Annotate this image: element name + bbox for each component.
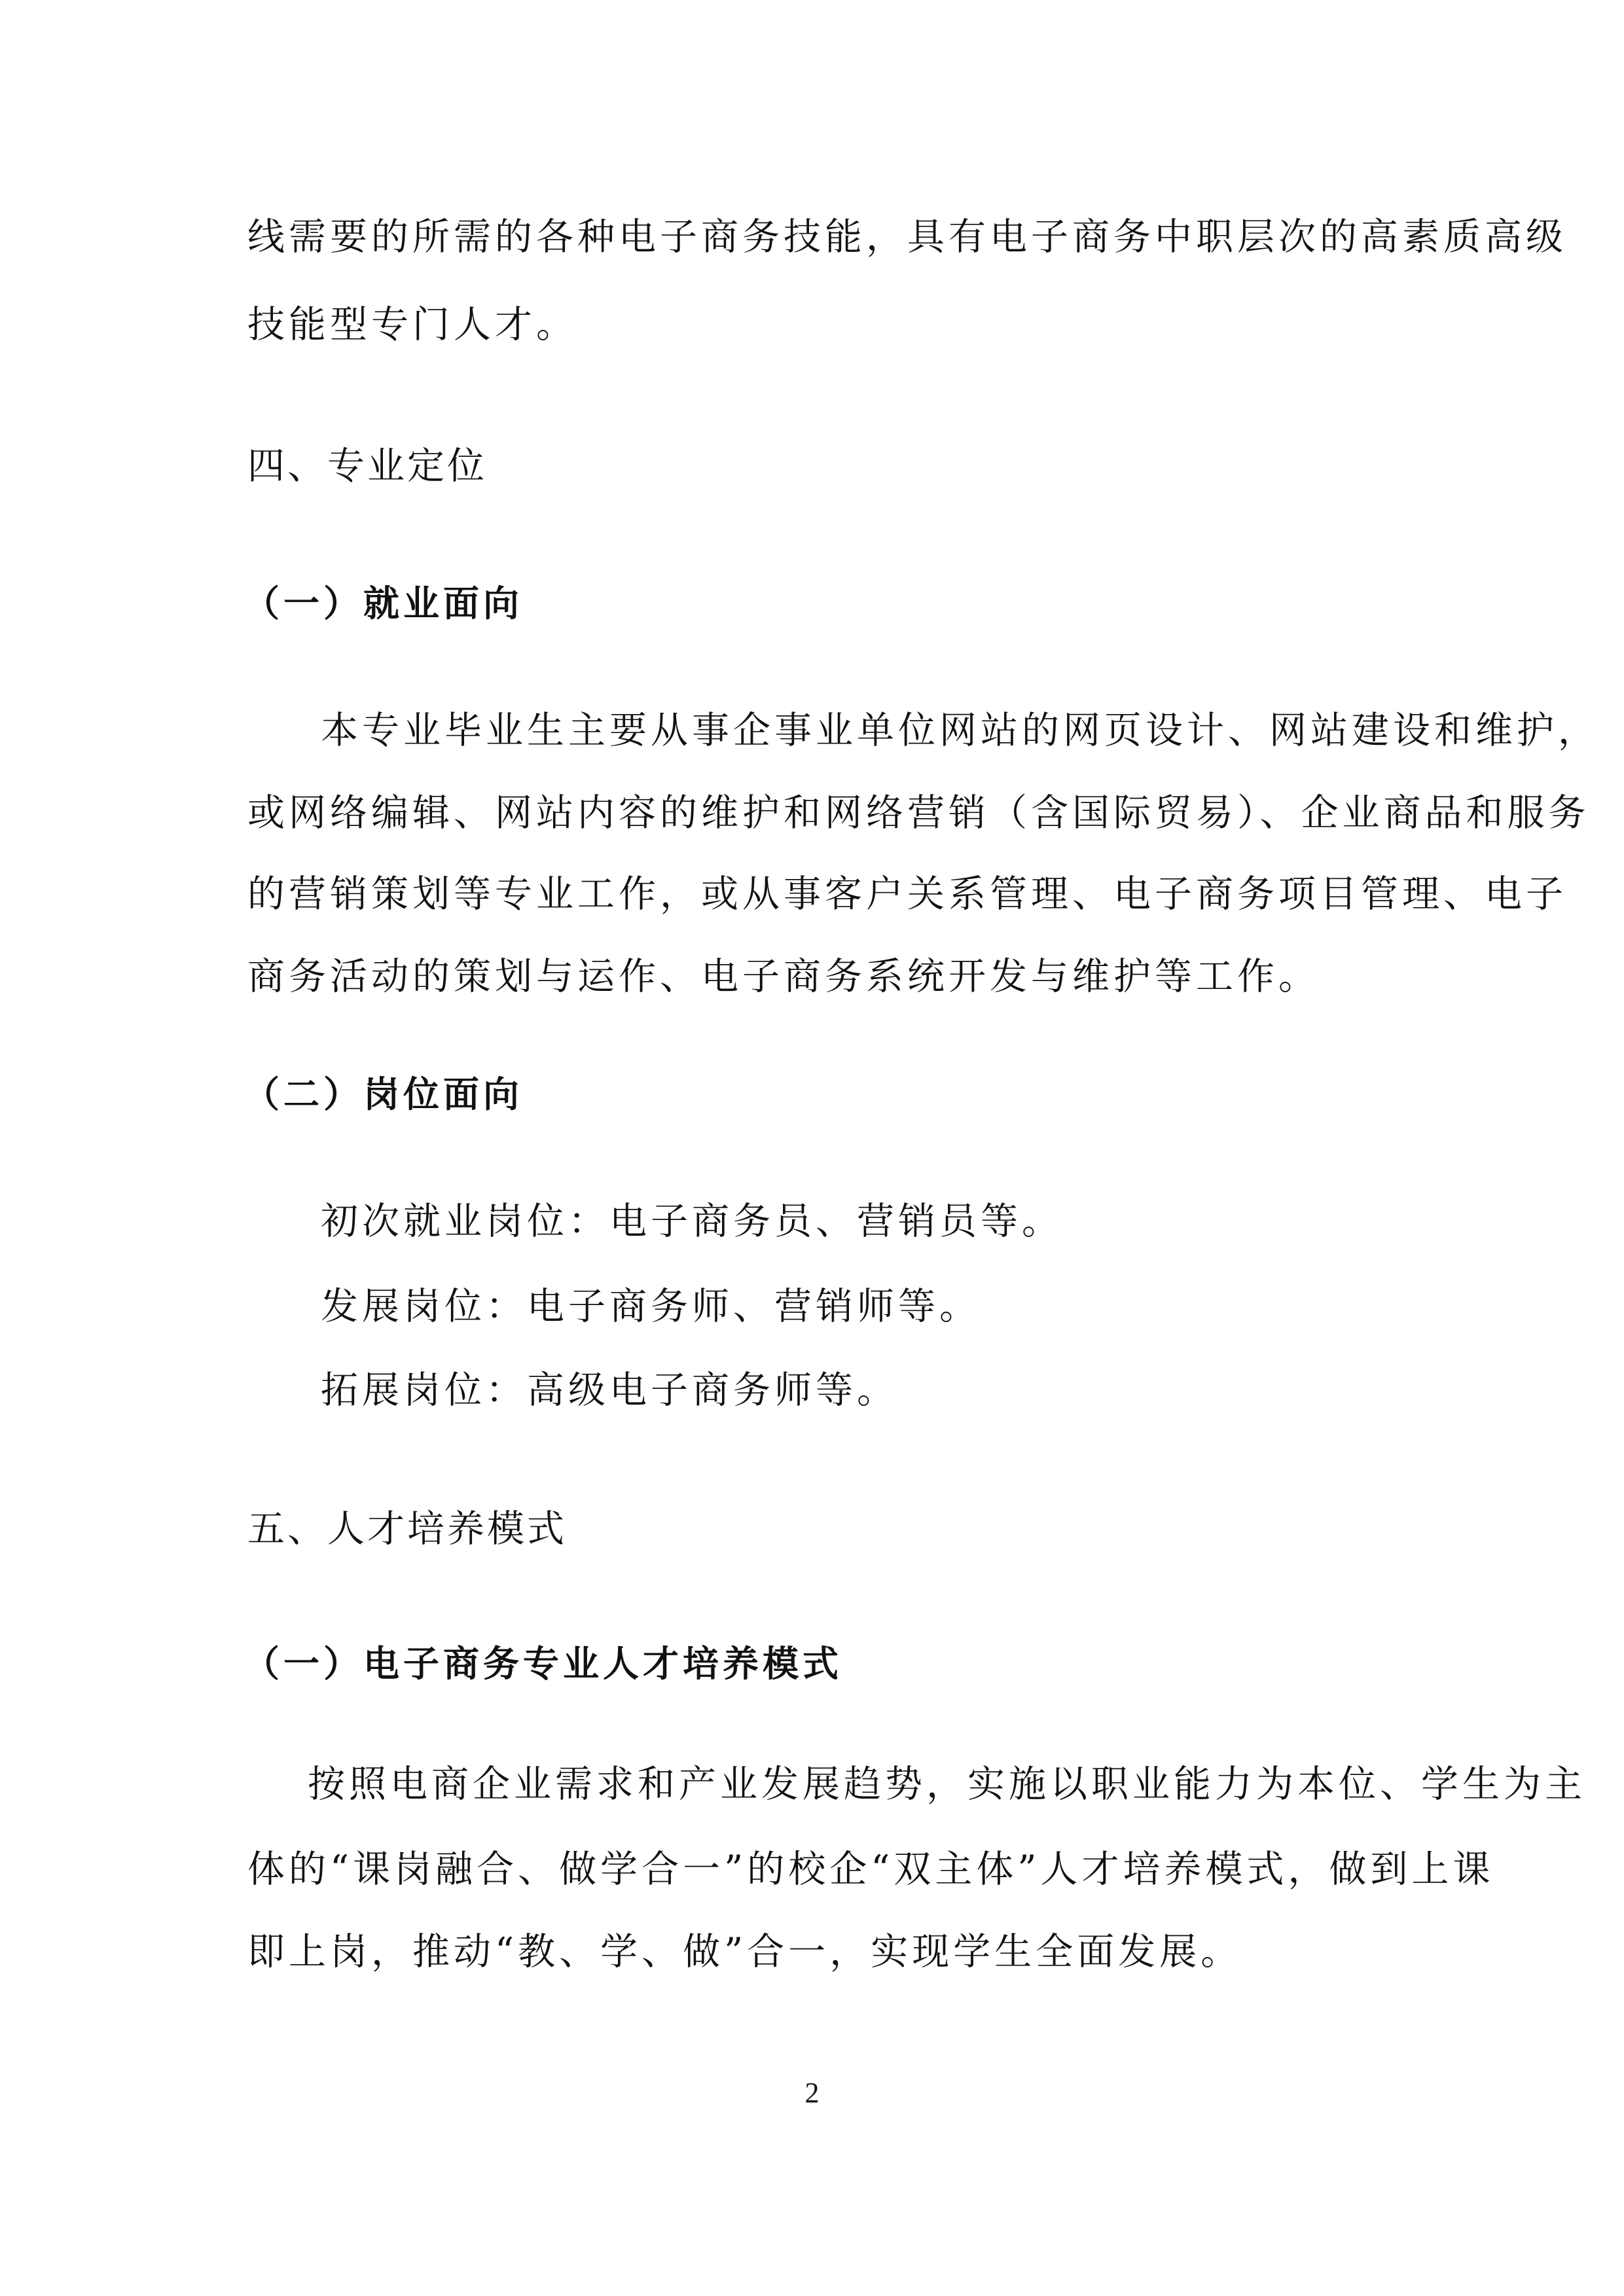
- paragraph-line: 商务活动的策划与运作、电子商务系统开发与维护等工作。: [247, 955, 1320, 998]
- paragraph-line: 线需要的所需的各种电子商务技能，具有电子商务中职层次的高素质高级: [247, 215, 1567, 259]
- page-number: 2: [804, 2077, 820, 2109]
- paragraph-line: 的营销策划等专业工作，或从事客户关系管理、电子商务项目管理、电子: [247, 872, 1567, 916]
- list-item: 发展岗位：电子商务师、营销师等。: [321, 1285, 981, 1328]
- paragraph-line: 体的“课岗融合、做学合一”的校企“双主体”人才培养模式，做到上课: [247, 1848, 1494, 1891]
- section-heading-training-mode: 五、人才培养模式: [247, 1507, 567, 1551]
- paragraph-line: 按照电商企业需求和产业发展趋势，实施以职业能力为本位、学生为主: [308, 1763, 1586, 1806]
- paragraph-line: 本专业毕业生主要从事企事业单位网站的网页设计、网站建设和维护，: [321, 709, 1599, 752]
- subheading-ecommerce-mode: （一）电子商务专业人才培养模式: [244, 1643, 843, 1685]
- paragraph-line: 或网络编辑、网站内容的维护和网络营销（含国际贸易）、企业商品和服务: [247, 791, 1590, 834]
- subheading-employment: （一）就业面向: [244, 583, 524, 624]
- paragraph-line: 技能型专门人才。: [247, 303, 577, 346]
- list-item: 初次就业岗位：电子商务员、营销员等。: [321, 1200, 1063, 1243]
- paragraph-line: 即上岗，推动“教、学、做”合一，实现学生全面发展。: [247, 1930, 1242, 1973]
- list-item: 拓展岗位：高级电子商务师等。: [321, 1369, 898, 1412]
- section-heading-positioning: 四、专业定位: [247, 444, 487, 488]
- subheading-positions: （二）岗位面向: [244, 1073, 524, 1115]
